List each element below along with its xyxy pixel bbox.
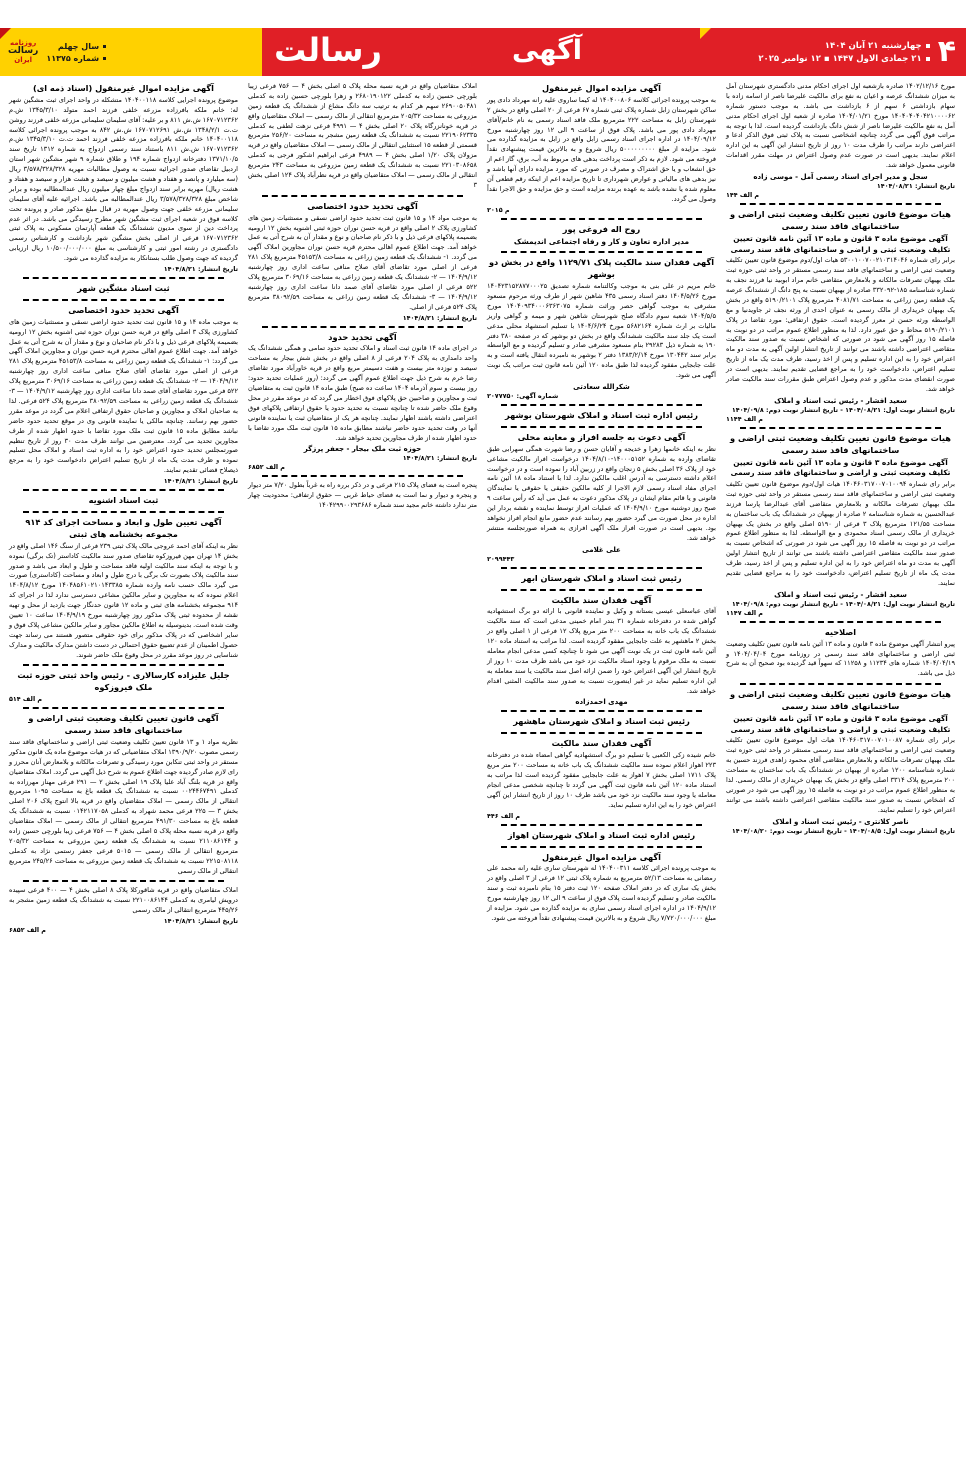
date-solar-line [758, 41, 929, 51]
notice-signatory: مهدی احمدزاده [575, 698, 628, 707]
logo-mid-text: رسالت [8, 46, 39, 57]
classified-notice[interactable] [487, 83, 716, 214]
notice-publication-date: تاریخ انتشار: ۱۴۰۴/۰۸/۲۱ [876, 182, 955, 191]
notice-separator [501, 710, 702, 712]
logo-bottom-text: ایران [14, 55, 33, 64]
notice-headline: اصلاحیه [824, 626, 857, 637]
notice-separator [23, 664, 224, 666]
masthead [0, 28, 966, 76]
notice-headline: آگهی تعیین طول و ابعاد و مساحت اجرای کد ۹۱۴ مجموعه بخشنامه های ثبتی [25, 516, 222, 539]
notice-headline: رئیس ثبت اسناد و املاک شهرستان ماهشهر [513, 716, 690, 727]
notice-publication-date: تاریخ انتشار: ۱۴۰۴/۸/۲۱ [402, 454, 477, 463]
notice-separator [23, 489, 224, 491]
notice-body-text: آقای عباسعلی عیسی بستانه و وکیل و نماینده قانونی با ارائه دو برگ استشهادیه گواهی شده در دفترخانه شماره ۳۱ بندر امام خمینی مدعی است که سند مالکیت ششدانگ یک باب خانه به مساحت ۲۰۰ متر مربع پلاک ۱۲ فرعی از ۱ اصلی واقع در بخش ۲ ماهشهر به علت جابجایی مفقود گردیده است. لذا مراتب به استناد ماده ۱۲۰ آئین نامه قانون ثبت در یک نوبت آگهی می شود تا چنانچه کسی مدعی انجام معامله نسبت به ملک مرقوم یا وجود اسناد مالکیت نزد خود می باشد ظرف مدت ۱۰ روز از تاریخ انتشار این آگهی اعتراض خود را ضمن ارائه اصل سند مالکیت یا سند معامله به این اداره تسلیم نماید در غیر اینصورت نسبت به صدور سند مالکیت المثنی اقدام خواهد شد. [487, 607, 717, 695]
notice-headline: جلیل علیزاده کارسالاری - رئیس واحد ثبتی حوزه ثبت ملک فیروزکوه [17, 670, 230, 693]
masthead-brand-block [0, 28, 262, 76]
ad-column [243, 82, 482, 1432]
classified-notice[interactable] [487, 830, 716, 842]
bullet-icon [103, 45, 106, 48]
classified-notice[interactable] [487, 716, 716, 728]
bullet-icon [926, 44, 930, 48]
notice-separator [740, 621, 941, 623]
publisher-logo-icon [8, 40, 38, 64]
issue-line [46, 54, 106, 63]
notice-separator [740, 683, 941, 685]
classified-notice[interactable] [9, 83, 238, 273]
notice-subheadline: آگهی موضوع ماده ۳ قانون و ماده ۱۳ آئین نامه قانون تعیین تکلیف وضعیت ثبتی و اراضی و ساختمانهای فاقد سند رسمی [730, 233, 951, 254]
classified-notice[interactable] [487, 852, 716, 924]
notice-separator [501, 846, 702, 848]
notice-separator [501, 404, 702, 406]
notice-separator [23, 299, 224, 301]
notice-body-text: نظر به اینکه خانمها زهرا و خدیجه و آقایان حسن و رضا شهرت همگی سهرابی طبق تقاضای وارده به شماره ۱۴۰۰۰۵۱۵۲-۱۴۰۴/۸/۱۰ درخواست افراز مالکیت مشاعی خود از پلاک ۳۶ اصلی بخش ۵ زنجان واقع در زربین آباد را نموده است و در درخواست اعلام داشته دسترسی به آدرس اغلب مالکین ندارد. لذا با استناد ماده ۱۸ آئین نامه اجرای مفاد اسناد رسمی لازم الاجرا از کلیه مالکین حقیقی یا حقوقی یا نمایندگان قانونی و یا قائم مقام ایشان در پلاک مذکور دعوت به عمل می آید که رأس ساعت ۹ صبح روز دوشنبه مورخ ۱۴۰۴/۹/۱۰ که عملیات افراز توسط نماینده و نقشه بردار این اداره در محل صورت می گیرد حضور بهم رسانند عدم حضور مانع انجام افراز نخواهد بود. بدیهی است در صورت افراز ملک آگهی افرازی به همراه صورتجلسه منتشر خواهد شد. [487, 444, 717, 542]
notice-separator [23, 880, 224, 882]
logo-top-text: روزنامه [10, 38, 37, 47]
notice-headline: آگهی مزایده اموال غیرمنقول [542, 83, 661, 93]
corner-fold-decoration [700, 28, 711, 39]
notice-body-text: در اجرای ماده ۱۴ قانون ثبت اسناد و املاک تحدید حدود تمامی و همگی ششدانگ یک واحد دامداری به پلاک ۲۰۴ فرعی از ۸ اصلی واقع در بخش شش بیجار به مساحت سیصد و نوزده متر بیست و هفت دسیمتر مربع واقع در قریه خاورآباد مورد تقاضای رضا خرم به شرح ذیل جهت اطلاع عموم آگهی می گردد: (روز عملیات تحدید حدود: روز بیست و سوم آذرماه ۱۴۰۴ ساعت ده صبح) طبق ماده ۱۴ قانون ثبت به متقاضیان ثبت و مجاورین و صاحبین حق پلاکهای فوق اخطار می گردد که در موعد مقرر در محل وقوع ملک حاضر شده تا چنانچه نسبت به تحدید حدود یا حقوق ارتفاقی پلاکهای فوق اعتراضی داشته باشند اظهار نمایند. چنانچه هر یک از متقاضیان ثبت یا نماینده قانونی آنها در وقت تحدید حدود حاضر نباشند مطابق ماده ۱۵ قانون ثبت ملک مورد تقاضا با حدود اظهار شده از طرف مجاورین تحدید خواهد شد. [248, 344, 478, 442]
notice-separator [23, 511, 224, 513]
paper-title: رسالت [274, 30, 382, 69]
notice-body-text: مورخ ۱۴۰۲/۱۲/۱۶ صادره بازشعبه اول اجرای احکام مدنی دادگستری شهرستان آمل به میزان ششدانگ عرصه و اعیان به نفع برای مالکیت علیرضا ناصر از اسامه زاده با سهام بازداشتی ۶ سهم از ۶ بازداشت می باشد. به موجب دستور شماره ۱۴۰۴۰۴۰۴۰۴۲۱۰۰۰۰۶۲ مورخ ۱۴۰۴/۰۱/۲۱ صادره از شعبه اول اجرای احکام مدنی آمل به نفع مالکیت علیرضا ناصر از شش دانگ بازداشت گردیده است. لذا با توجه به مراتب فوق آگهی می گردد چنانچه اشخاصی نسبت به پلاک ثبتی فوق الذکر ادعا و اعتراضی دارند مراتب را ظرف مدت ۱۰ روز از تاریخ انتشار این آگهی به این اداره اعلام نمایند. بدیهی است در صورت عدم وصول اعتراض در مهلت مقرر اقدامات قانونی معمول خواهد شد. [726, 82, 955, 170]
notice-publication-date: تاریخ انتشار نوبت اول: ۱۴۰۴/۰۸/۲۱ - تاریخ انتشار نوبت دوم: ۱۴۰۴/۰۹/۸ [731, 599, 955, 608]
section-label: آگهی [511, 34, 583, 66]
notice-reference-code: م الف ۵۱۴ [9, 695, 43, 704]
notice-body-text: به موجب مواد ۱۴ و ۱۵ قانون ثبت تحدید حدود اراضی نسقی و مستثنیات زمین های کشاورزی پلاک ۲ اصلی واقع در قریه حسن نوران حوزه ثبتی اشنویه بخش ۱۲ ارومیه بضمیمه پلاکهای فرعی ذیل و با ذکر نام صاحبان و نوع و مقدار آن به شرح آتی به عمل خواهد آمد. جهت اطلاع عموم اهالی محترم قریه حسن نوران مجاورین املاک آگهی می گردد. ۱- ششدانگ یک قطعه زمین زراعی به مساحت ۴۵۱۵۳/۸ مترمربع پلاک ۲۸۱ فرعی از اصلی مورد تقاضای آقای صلاح منافی ساعت اداری روز چهارشنبه ۱۴۰۴/۹/۱۲ — ۲- ششدانگ یک قطعه زمین زراعی به مساحت ۳۰۶۹/۱۶ مترمربع پلاک ۵۲۲ فرعی از اصلی مورد تقاضای آقای صمد دانا ساعت اداری روز چهارشنبه ۱۴۰۴/۹/۱۲ — ۳- ششدانگ یک قطعه زمین زراعی به مساحت ۳۸۰۹۲/۵۹ مترمربع پلاک ۵۲۴ فرعی از اصلی. [248, 213, 478, 311]
notice-body-text: به موجب پرونده اجرائی کلاسه ۱۴۰۴۰۰۸۰۶ له کیما ساروی علیه رانه مهرداد دادی پور ساکن شهرستان زابل شماره پلاک ثبتی شماره ۶۷ فرعی از ۲۰ اصلی واقع در بخش ۲ شهرستان زابل به مساحت ۲۲۲ مترمربع ملک فاقد اسناد رسمی به نام خانم/آقای مهرداد دادی پور می باشد. پلاک فوق از ساعت ۹ الی ۱۲ روز چهارشنبه مورخ ۱۴۰۴/۰۹/۱۲ در اداره اجرای اسناد رسمی زابل واقع در زابل به مزایده گذارده می شود. مزایده از مبلغ ۵۰۰۰۰۰۰۰۰۰ ریال شروع و به بالاترین قیمت پیشنهادی نقداً فروخته می شود. لازم به ذکر است پرداخت بدهی های مربوط به آب، برق، گاز اعم از حق انشعاب و یا حق اشتراک و مصرف در صورتی که مورد مزایده دارای آنها باشد و نیز بدهی های مالیاتی و عوارض شهرداری تا تاریخ مزایده اعم از اینکه رقم قطعی آن معلوم شده یا نشده باشد به عهده برنده مزایده است و حق مزایده و حق الاجرا نقداً وصول می گردد. [487, 95, 717, 203]
notice-reference-code: م الف ۶۸۵۲ [248, 463, 285, 472]
classified-notice[interactable] [248, 82, 477, 191]
notice-body-text: به موجب ماده ۱۴ و ۱۵ قانون ثبت تحدید حدود اراضی نسقی و مستثنیات زمین های کشاورزی پلاک ۳ اصلی واقع در قریه حسن نوران حوزه ثبتی اشنویه بخش ۱۲ ارومیه بضمیمه پلاکهای فرعی ذیل و با ذکر نام صاحبان و نوع و مقدار آن به شرح آتی به عمل خواهد آمد. جهت اطلاع عموم اهالی محترم قریه حسن نوران و مجاورین املاک آگهی می گردد: ۱- ششدانگ یک قطعه زمین زراعی به مساحت ۴۵۱۵۳/۸ مترمربع پلاک ۲۸۱ فرعی از اصلی مورد تقاضای آقای صلاح منافی ساعت اداری روز چهارشنبه ۱۴۰۴/۹/۱۲ — ۲- ششدانگ یک قطعه زمین زراعی به مساحت ۳۰۶۹/۱۶ مترمربع پلاک ۵۲۲ فرعی مورد تقاضای آقای صمد دانا ساعت اداری روز چهارشنبه ۱۴۰۴/۹/۱۲ — ۳- ششدانگ یک قطعه زمین زراعی به مساحت ۳۸۰۹۲/۵۹ مترمربع پلاک ۵۲۴ فرعی. لذا به صاحبان املاک و مجاورین و صاحبان حقوق ارتفاقی اعلام می گردد در موعد مقرر حضور بهم رسانند. چنانچه مالکی یا نماینده قانونی وی در موقع تحدید حدود حاضر نباشد مطابق ماده ۱۵ قانون ثبت ملک مورد تقاضا با حدود اظهار شده از طرف مجاورین تحدید می گردد. معترضین می توانند ظرف مدت ۳۰ روز از تاریخ تنظیم صورتمجلس تحدید حدود اعتراض خود را به اداره ثبت اسناد و املاک محل تسلیم نموده و ظرف مدت یک ماه از تاریخ تسلیم اعتراض دادخواست خود را به مرجع ذیصلاح قضائی تقدیم نمایند. [9, 317, 239, 475]
notice-headline: روح اله فروغی پور [562, 223, 641, 234]
masthead-dates [758, 41, 931, 64]
notice-headline: هیات موضوع قانون تعیین تکلیف وضعیت ثبتی اراضی و ساختمانهای فاقد سند رسمی [730, 209, 951, 231]
notice-headline: آگهی فقدان سند مالکیت پلاک ۱۱۲۹/۷۱ واقع در بخش دو بوشهر [488, 257, 715, 280]
ad-column [4, 82, 243, 1432]
notice-separator [501, 732, 702, 734]
notice-reference-code: م الف ۱۱۴۴ [726, 414, 763, 423]
notice-body-text: املاک متقاضیان واقع در قریه شاقورکلا پلاک ۸ اصلی بخش ۴ — ۴۰۰ فرعی سپیده درویش لیامری به کدملی ۲۲۱۰۰۸۶۱۴۴ نسبت به ششدانگ یک قطعه زمین مشجر به ۴۴۵/۲۶ مترمربع انتقالی از مالک رسمی [9, 886, 239, 915]
notice-body-text: پیرو انتشار آگهی موضوع ماده ۳ قانون و ماده ۱۳ آئین نامه قانون تعیین تکلیف وضعیت ثبتی اراضی و ساختمانهای فاقد سند رسمی در روزنامه مورخ ۱۴۰۴/۰۴/۰۴ و ۱۴۰۴/۰۴/۱۹ شماره های ۱۱۲۳۴ و ۱۱۲۵۸ که سهواً قید گردیده بود صحیح آن به شرح ذیل می باشد. [726, 639, 956, 678]
notice-body-text: به موجب پرونده اجرائی کلاسه ۱۴۰۴۰۰۳۱۱ له شهرستان ساری علیه رانه محمد علی رمضانی به مساحت ۵۲/۱۳ مترمربع به شماره پلاک ثبتی ۱۲ فرعی از ۳ اصلی واقع در بخش یک ساری که در دفتر املاک صفحه ۱۲۰ ثبت دفتر ۱۵ بنام نامبرده ثبت و سند مالکیت صادر و تسلیم گردیده است پلاک فوق از ساعت ۹ الی ۱۲ روز چهارشنبه مورخ ۱۴۰۴/۹/۱۲ در اداره اجرای اسناد رسمی ساری به مزایده گذارده می شود. مزایده از مبلغ ۷/۷۲۰/۰۰۰/۰۰۰ ریال شروع و به بالاترین قیمت پیشنهادی نقداً فروخته می شود. [487, 864, 716, 922]
notice-publication-date: تاریخ انتشار: ۱۴۰۴/۸/۲۱ [163, 265, 238, 274]
notice-separator [501, 426, 702, 428]
notice-body-text: خانم مریم در علی بنی به موجب وکالتنامه شماره تصدیق ۱۴۰۴۲۳۱۵۲۸۷۷۰۰۰۲۵ مورخ ۱۴۰۴/۵/۲۶ دفتر اسناد رسمی ۴۳۵ شاهین شهر از طرف ورثه مرحوم مسعود مشرفی به موجب گواهی حصر وراثت شماره ۱۴۰۴۰۹۳۴۰۰۰۶۳۶۳۰۷۵ مورخ ۱۴۰۴/۵/۵ شعبه سوم دادگاه صلح شهرستان شاهین شهر و میمه و گواهی واریز مالیات بر ارث شماره ۵۶۸۲۱۶۴ مورخ ۱۴۰۴/۶/۲۴ با تسلیم استشهاد محلی مدعی است یک جلد سند مالکیت ششدانگ واقع در بخش دو بوشهر که در صفحه ۳۸۰ دفتر ۱۹۰ به شماره ذیل ۲۹۲۸۳ بنام مسعود مشرفی صادر و تسلیم گردیده و مع الواسطه برابر سند ۱۳۰۴۴۲ مورخ ۱۳۸۳/۲/۱۴ دفتر ۲ بوشهر به نامبرده انتقال یافته است و به علت جابجایی مفقود گردیده لذا طبق ماده ۱۲۰ آئین نامه قانون ثبت مراتب یک نوبت آگهی می شود. [487, 282, 716, 380]
classified-notice[interactable] [248, 332, 477, 472]
masthead-issue-info [46, 42, 106, 63]
notice-headline: رئیس اداره ثبت اسناد و املاک شهرستان اهواز [507, 829, 696, 840]
notice-headline: آگهی دعوت به جلسه افراز و معاینه محلی [517, 431, 686, 442]
notice-publication-date: تاریخ انتشار نوبت اول: ۱۴۰۴/۰۸/۲۱ - تاریخ انتشار نوبت دوم: ۱۴۰۴/۰۹/۸ [731, 405, 955, 414]
classified-notice[interactable] [9, 713, 238, 876]
notice-signatory: شکرالله سعادتی [573, 383, 630, 391]
classified-notice[interactable] [487, 257, 716, 400]
notice-reference-code: م الف ۴۴۶ [487, 811, 521, 820]
ad-column [721, 82, 960, 1432]
notice-reference-code: شماره آگهی: ۲۰۷۷۷۵۰ [487, 392, 559, 400]
classified-notice[interactable] [487, 224, 716, 248]
notice-separator [23, 707, 224, 709]
classified-notice[interactable] [726, 627, 955, 679]
notice-separator [23, 277, 224, 279]
classified-notice[interactable] [726, 433, 955, 617]
year-label: سال چهلم [57, 41, 100, 51]
notice-headline: آگهی مزایده اموال غیرمنقول [542, 851, 661, 862]
notice-body-text: برابر رای شماره ۵۳۰۰۱۰۰۷۰۰۲۱۰۳۱۴۰۴۶ هیات اول/دوم موضوع قانون تعیین تکلیف وضعیت ثبتی اراضی و ساختمانهای فاقد سند رسمی مستقر در واحد ثبتی حوزه ثبت ملک بهبهان تصرفات مالکانه و بلامعارض متقاضی خانم مراد ابوبید نیا فرزند نجف به شماره شناسنامه ۱۸۵-۳۳۲۰۹۲ صادره از بهبهان نسبت به پنج دانگ از ششدانگ عرصه یک قطعه زمین زراعی به مساحت ۴۰۸۱/۷۱ مترمربع پلاک ۵۱۹۰/۲۱۰۱ واقع در بخش یک بهبهان خریداری از مالک رسمی به عنوان احدی از ورثه نجف ثر جاویدنیا و مع الواسطه ورثه حسن ثر معرز گردیده است. حقوق ارتفاقی: مورد تقاضا در پلاک ۵۱۹۰/۲۱۰۱ محاط و حق عبور دارد. لذا به منظور اطلاع عموم مراتب در دو نوبت به فاصله ۱۵ روز آگهی می شود در صورتی که اشخاص نسبت به صدور سند مالکیت متقاضی اعتراضی داشته باشند می توانند از تاریخ انتشار اولین آگهی به مدت دو ماه اعتراض خود را به این اداره تسلیم و پس از اخذ رسید، ظرف مدت یک ماه از تاریخ تسلیم اعتراض، دادخواست خود را به مراجع قضایی تقدیم نمایند. بدیهی است در صورت انقضای مدت مذکور و عدم وصول اعتراض طبق مقررات سند مالکیت صادر خواهد شد. [726, 256, 956, 393]
page-number: ۴ [937, 34, 956, 69]
notice-reference-code: م الف ۱۴۴ [726, 191, 760, 200]
bullet-icon [926, 57, 930, 61]
notice-headline: آگهی تحدید حدود اختصاصی [68, 304, 179, 315]
notice-reference-code: م الف ۱۱۴۷ [726, 608, 763, 617]
year-line [46, 42, 106, 51]
notice-separator [501, 567, 702, 569]
date-solar-text: چهارشنبه ۲۱ آبان ۱۴۰۴ [824, 40, 922, 51]
masthead-date-block [700, 28, 966, 76]
notice-signatory: حوزه ثبت ملک بیجار - جعفر پرزگر [303, 445, 422, 454]
notice-subheadline: آگهی موضوع ماده ۳ قانون و ماده ۱۳ آئین نامه قانون تعیین تکلیف وضعیت ثبتی و اراضی و ساختمانهای فاقد سند رسمی [730, 457, 951, 478]
notice-separator [740, 203, 941, 205]
notice-body-text: املاک متقاضیان واقع در قریه نسبه محله پلاک ۵ اصلی بخش ۴ — ۷۵۶ فرعی زیبا بلورچی حسین زاده به کدملی ۲۶۸۰۱۹۰۱۲۲ و زهرا بلورچی حسین زاده به کدملی ۲۶۹۰۰۵۰۴۸۱ سهم هر کدام به ترتیب سه دانگ مشاع از ششدانگ یک قطعه زمین مزروعی به مساحت ۲۰۵/۳۲ مترمربع انتقالی از مالک رسمی — املاک متقاضیان واقع در قریه خونانزرگاه پلاک ۲۰ اصلی بخش ۴ — ۴۹۹۱ فرعی نزهت لطفی به کدملی ۲۲۱۹۰۶۲۳۳۵ نسبت به ششدانگ یک قطعه زمین مشجر به مساحت ۲۵۶/۲۰ مترمربع قسمتی از قطعه ۱۵ استثنایی انتقالی از مالک رسمی — املاک متقاضیان واقع در قریه مزولان پلاک ۱/۲۰ اصلی بخش ۴ — ۴۹۸۹ فرعی ابراهیم اشکور فرجی به کدملی ۲۲۱۰۳۰۸۶۵۸ نسبت به ششدانگ یک قطعه زمین مزروعی به مساحت ۲۴۳ مترمربع انتقالی از مالک رسمی — املاک متقاضیان واقع در قریه نظرآباد پلاک ۱۲۴ اصلی بخش ۳ [248, 82, 478, 189]
paper-title-block [262, 28, 394, 76]
notice-headline: رئیس ثبت اسناد و املاک شهرستان ابهر [521, 572, 682, 583]
notice-headline: آگهی مزایده اموال غیرمنقول (اسناد ذمه ای) [33, 83, 214, 93]
notice-signatory: سجل و مدیر اجرای اسناد رسمی آمل - موسی زاده [753, 173, 928, 182]
notice-publication-date: تاریخ انتشار نوبت اول: ۱۴۰۴/۰۸/۵ - تاریخ انتشار نوبت دوم: ۱۴۰۴/۰۸/۲۰ [731, 826, 955, 835]
classified-notice[interactable] [487, 410, 716, 422]
bullet-icon [103, 57, 106, 60]
classified-notice[interactable] [726, 689, 955, 834]
notice-headline: رئیس اداره ثبت اسناد و املاک شهرستان بوشهر [505, 410, 698, 420]
notice-body-text: نظریه مواد ۱ و ۱۳ قانون تعیین تکلیف وضعیت ثبتی اراضی و ساختمانهای فاقد سند رسمی مصوب ۱۳۹۰/۹/۲۰ املاک متقاضیانی که در هیات موضوع ماده یک قانون مذکور مستقر در واحد ثبتی تنکابن مورد رسیدگی و تصرفات مالکانه و بلامعارض آنان محرز و رای لازم صادر گردیده جهت اطلاع عموم به شرح ذیل آگهی می گردد. املاک متقاضیان واقع در قریه بلنگ آباد علیا پلاک ۱۹ اصلی بخش ۲ — ۲۹۱ فرعی مهناز مهرزاده به کدملی ۰۰۲۴۴۶۷۴۹۱ نسبت به ششدانگ یک قطعه باغ به مساحت ۱۰۹۵ مترمربع انتقالی از مالک رسمی — املاک متقاضیان واقع در قریه بالا انتوج پلاک ۲۰۶ اصلی بخش ۳ — ۲۲۵ فرعی محمد شهراد به کدملی ۰۱۴۲۱۱۷۰۵۸ نسبت به ششدانگ یک قطعه باغ به مساحت ۴۹۱/۳۰ مترمربع انتقالی از مالک رسمی — املاک متقاضیان واقع در قریه نسبه محله پلاک ۵ اصلی بخش ۴ — ۷۵۶ فرعی زیبا بلورچی حسین زاده و ۲۱۱۰۸۶۱۴۴ نسبت به ششدانگ یک قطعه زمین مزروعی به مساحت ۲۰۵/۳۲ مترمربع انتقالی از مالک رسمی — ۵۰۱۵ فرعی جعفر رستمی نژاد به کدملی ۲۲۱۵۰۸۱۱۸ نسبت به ششدانگ یک قطعه زمین مزروعی به مساحت ۲۴۵/۲۶ مترمربع انتقالی از مالک رسمی [9, 737, 239, 875]
section-label-block [394, 28, 700, 76]
classified-notice[interactable] [487, 595, 716, 707]
classified-notice[interactable] [9, 305, 238, 485]
notice-body-text: پنجره است به فضای پلاک ۲۱۵ فرعی و در ذکر برره راه به غرباً بطول ۷/۲۰ متر دیوار و پنجره و دیوار و نما است به فضای حیاط غربی — حقوق ارتفاقی: محدودیت چهار متر ندارد داشته خانم مجید سند شماره ۱۴۰۴۲۹۹۰۰۲۹۳۶۸۶ [248, 481, 477, 510]
classified-notice[interactable] [248, 481, 477, 511]
notice-headline: هیات موضوع قانون تعیین تکلیف وضعیت ثبتی اراضی و ساختمانهای فاقد سند رسمی [730, 432, 951, 455]
notice-separator [501, 218, 702, 220]
corner-fold-decoration [0, 28, 11, 39]
notice-headline: ثبت اسناد مشگین شهر [77, 283, 170, 294]
notice-separator [262, 195, 463, 197]
ad-column [482, 82, 721, 1432]
notice-headline: هیات موضوع قانون تعیین تکلیف وضعیت ثبتی اراضی و ساختمانهای فاقد سند رسمی [730, 689, 951, 712]
notice-signatory: ناصر کلانتری - رئیس ثبت اسناد و املاک [772, 817, 909, 826]
notice-subheadline: مدیر اداره تعاون و کار و رفاه اجتماعی اندیمشک [513, 236, 690, 246]
notice-signatory: سعید افشار - رئیس ثبت اسناد و املاک [774, 396, 907, 405]
classified-notice[interactable] [9, 517, 238, 660]
notice-reference-code: م الف ۶۸۵۲ [9, 926, 46, 935]
notice-separator [262, 326, 463, 328]
notice-separator [501, 824, 702, 826]
notice-signatory: علی غلامی [582, 545, 621, 554]
notice-separator [740, 427, 941, 429]
classified-notice[interactable] [487, 738, 716, 819]
notice-headline: آگهی تحدید حدود [328, 331, 397, 342]
notice-body-text: موضوع پرونده اجرایی کلاسه ۱۴۰۴۰۰۱۱۸ متشکله در واحد اجرای ثبت مشگین شهر له: خانم ملکه بافرزاده مزرعه خلفی فرزند احمد متولد ۱۳۴۵/۳/۱۰ ش.م ۱۶۷۰۷۱۲۳۶۲ ش.ش ۸۱۱ و بر علیه: آقای سلیمان سلیمانی مزرعه خلفی فرزند روشن ت.ت ۱۳۴۸/۲/۱ ش.ش ۱۶۷۰۷۱۲۶۹۱ ش.ش ۸۴۲ به موجب پرونده اجرائی کلاسه ۱۴۰۴۰۰۱۱۸ خانم ملکه بافرزاده مزرعه خلفی فرزند احمد ت.ت ۱۳۴۵/۳/۱۰ ش.م ۱۶۷۰۷۱۲۳۶۲ ش.ش ۸۱۱ باستناد سند رسمی ازدواج به شماره ۱۳۱۲ تاریخ سند ۱۳۷۱/۱۰/۵ دفترخانه ازدواج شماره ۱۹۴ و طلاق شماره ۹ شهر مشگین شهر استان اردبیل تقاضای صدور اجرائیه نسبت به وصول مطالبات مهریه ۳/۵۷۸/۳۲۸/۳۲۸ ریال (سه میلیارد و پانصد و هفتاد و هشت میلیون و سیصد و هشت هزار و سیصد و هفتاد و هشت ریال) مهریه برابر سند ازدواج مبلغ چهار میلیون ریال عندالمطالبه بوده و برابر شاخص مبلغ ۳/۵۷۸/۳۲۸/۳۲۸ ریال عندالمطالبه می باشد. اجرائیه علیه آقای سلیمان سلیمانی مزرعه خلفی جهت وصول مهریه در قبال مبلغ مذکور صادر و پرونده تحت کلاسه فوق در شعبه اجرای ثبت مشگین شهر مطرح رسیدگی می باشد. در اثر عدم پرداخت دین از سوی مدیون ششدانگ یک قطعه آپارتمان مسکونی به پلاک ثبتی ۱۶۷۰۷۱۲۳۶۲ فرعی از اصلی بخش مشگین شهر بازداشت و کارشناس رسمی دادگستری در رشته امور ثبتی و کارشناسی به مبلغ ۱۰/۵۰۰/۰۰۰/۰۰۰ ریال ارزیابی گردیده که جهت وصول طلب بستانکار به مزایده گذارده می شود. [9, 95, 238, 263]
notice-headline: آگهی تحدید حدود اختصاصی [307, 200, 418, 211]
classified-notice[interactable] [9, 495, 238, 507]
notice-signatory: سعید افشار - رئیس ثبت اسناد و املاک [774, 590, 907, 599]
classified-ads-grid [0, 76, 966, 1432]
notice-separator [501, 251, 702, 253]
classified-notice[interactable] [9, 670, 238, 703]
notice-headline: آگهی قانون تعیین تکلیف وضعیت ثبتی اراضی و ساختمانهای فاقد سند رسمی [28, 713, 219, 736]
notice-reference-code: م ۲۰۱۵ [487, 205, 510, 214]
notice-body-text: برابر رای شماره ۱۴۰۴۶۰۳۱۷۰۰۷۰۱۰۰۹۴ هیات اول/دوم موضوع قانون تعیین تکلیف وضعیت ثبتی اراضی و ساختمانهای فاقد سند رسمی مستقر در واحد ثبتی حوزه ثبت ملک بهبهان تصرفات مالکانه و بلامعارض متقاضی آقای عبدالرضا پارسا فرزند عبدالحسین به شماره شناسنامه ۲ صادره از بهبهان در ششدانگ یک باب ساختمان به مساحت ۱۲۱/۵۵ مترمربع پلاک ۳ فرعی از ۵۱۹۰ اصلی واقع در بخش یک بهبهان خریداری از مالک رسمی اسناد محمودی و مع الواسطه. لذا به منظور اطلاع عموم مراتب در دو نوبت به فاصله ۱۵ روز آگهی می شود در صورتی که اشخاص نسبت به صدور سند مالکیت متقاضی اعتراضی داشته باشند می توانند از تاریخ انتشار اولین آگهی به مدت دو ماه اعتراض خود را به این اداره تسلیم و پس از اخذ رسید، ظرف مدت یک ماه از تاریخ تسلیم اعتراض، دادخواست خود را به مراجع قضایی تقدیم نمایند. [726, 479, 956, 587]
issue-label: شماره ۱۱۳۷۵ [46, 53, 100, 63]
notice-publication-date: تاریخ انتشار: ۱۴۰۴/۸/۲۱ [402, 313, 477, 322]
notice-headline: ثبت اسناد اشنویه [88, 495, 159, 506]
notice-body-text: خانم شیده زکی الکعبی با تسلیم دو برگ استشهادیه گواهی امضاء شده در دفترخانه ۲۲۳ اهواز اعلام نموده سند مالکیت ششدانگ یک باب خانه به مساحت ۲۰۰ متر مربع پلاک ۱۷۱۱ اصلی بخش ۷ اهواز به علت جابجایی مفقود گردیده است لذا مراتب به استناد ماده ۱۲۰ آئین نامه قانون ثبت آگهی می گردد تا چنانچه شخصی مدعی انجام معامله یا وجود سند مالکیت نزد خود می باشد ظرف ۱۰ روز از تاریخ انتشار این آگهی اعتراض خود را به این اداره تسلیم نماید. [487, 751, 717, 809]
date-lunar-gregorian-text: ۲۱ جمادی الاول ۱۴۴۷ ▪ ۱۲ نوامبر ۲۰۲۵ [758, 53, 922, 64]
notice-separator [501, 589, 702, 591]
notice-headline: آگهی فقدان سند مالکیت [551, 594, 652, 605]
notice-headline: آگهی فقدان سند مالکیت [551, 738, 652, 749]
notice-publication-date: تاریخ انتشار: ۱۴۰۴/۸/۲۱ [163, 477, 238, 486]
classified-notice[interactable] [726, 209, 955, 423]
classified-notice[interactable] [9, 283, 238, 295]
notice-separator [262, 475, 463, 477]
classified-notice[interactable] [726, 82, 955, 199]
classified-notice[interactable] [248, 201, 477, 322]
notice-reference-code: ۲۰۹۹۴۴۳ [487, 554, 515, 563]
classified-notice[interactable] [487, 432, 716, 563]
notice-publication-date: تاریخ انتشار: ۱۴۰۴/۸/۲۱ [163, 917, 238, 926]
notice-subheadline: آگهی موضوع ماده ۳ قانون و ماده ۱۳ آئین نامه قانون تعیین تکلیف وضعیت ثبتی و اراضی و ساختمانهای فاقد سند رسمی [730, 714, 951, 734]
date-lunar-gregorian-line [758, 54, 929, 64]
notice-body-text: نظر به اینکه آقای احمد عروجی مالک پلاک ثبتی ۲۳۹ فرعی از سنگ ۱۴۶ اصلی واقع در بخش ۱۴ تهران مهن فیروزکوه تقاضای صدور سند مالکیت کاداستر (تک برگی) نموده و با توجه به اینکه سند مالکیت اولیه فاقد مساحت و طول و ابعاد می باشد و صدور سند مالکیت پلاک بصورت تک برگی با درج طول و ابعاد و مساحت (کاداستری) صورت می گیرد مالک حسب نامه وارده شماره ۱۴۰۴۸۵۶۱۰۲۱۰۱۴۳۳۸۵ مورخ ۱۴۰۴/۸/۱۲ اعلام نموده که به مجاورین و سایر مالکین مشاعی دسترسی ندارد لذا در اجرای کد ۹۱۴ مجموعه بخشنامه های ثبتی و ماده ۱۲ قانون حدنگار جهت بازدید از محل و تهیه نقشه از محدوده ثبتی پلاک مذکور روز چهارشنبه مورخ ۱۴۰۴/۹/۱۹ ساعت ۱۰ تعیین وقت شده است. بدینوسیله به اطلاع مالکین مجاور و سایر مالکین مشاعی پلاک فوق و سایر اشخاصی که در پلاک مذکور برای خود حقوقی متصور هستند می رساند جهت حصول اطمینان از عدم تضییع حقوق احتمالی در دست داشتن مدارک مالکیت و مدارک شناسایی در روز موعد مقرر در محل وقوع ملک حاضر شوند. [9, 541, 239, 659]
classified-notice[interactable] [487, 573, 716, 585]
notice-body-text: برابر رای شماره ۱۴۰۴۶۰۳۱۷۰۰۷۰۱۰۰۸۷ هیات اول موضوع قانون تعیین تکلیف وضعیت ثبتی اراضی و ساختمانهای فاقد سند رسمی مستقر در واحد ثبتی حوزه ثبت ملک بهبهان تصرفات مالکانه و بلامعارض متقاضی آقای محمود زاهدی فرزند حسین به شماره شناسنامه ۱۲۰۰ صادره از بهبهان در ششدانگ یک باب ساختمان به مساحت ۲۰۰ مترمربع پلاک ۳۳۱۴ اصلی واقع در بخش یک بهبهان خریداری از مالک رسمی. لذا به منظور اطلاع عموم مراتب در دو نوبت به فاصله ۱۵ روز آگهی می شود در صورتی که اشخاص نسبت به صدور سند مالکیت متقاضی اعتراضی داشته باشند می توانند اعتراض خود را تسلیم نمایند. [726, 736, 955, 814]
classified-notice[interactable] [9, 886, 238, 934]
